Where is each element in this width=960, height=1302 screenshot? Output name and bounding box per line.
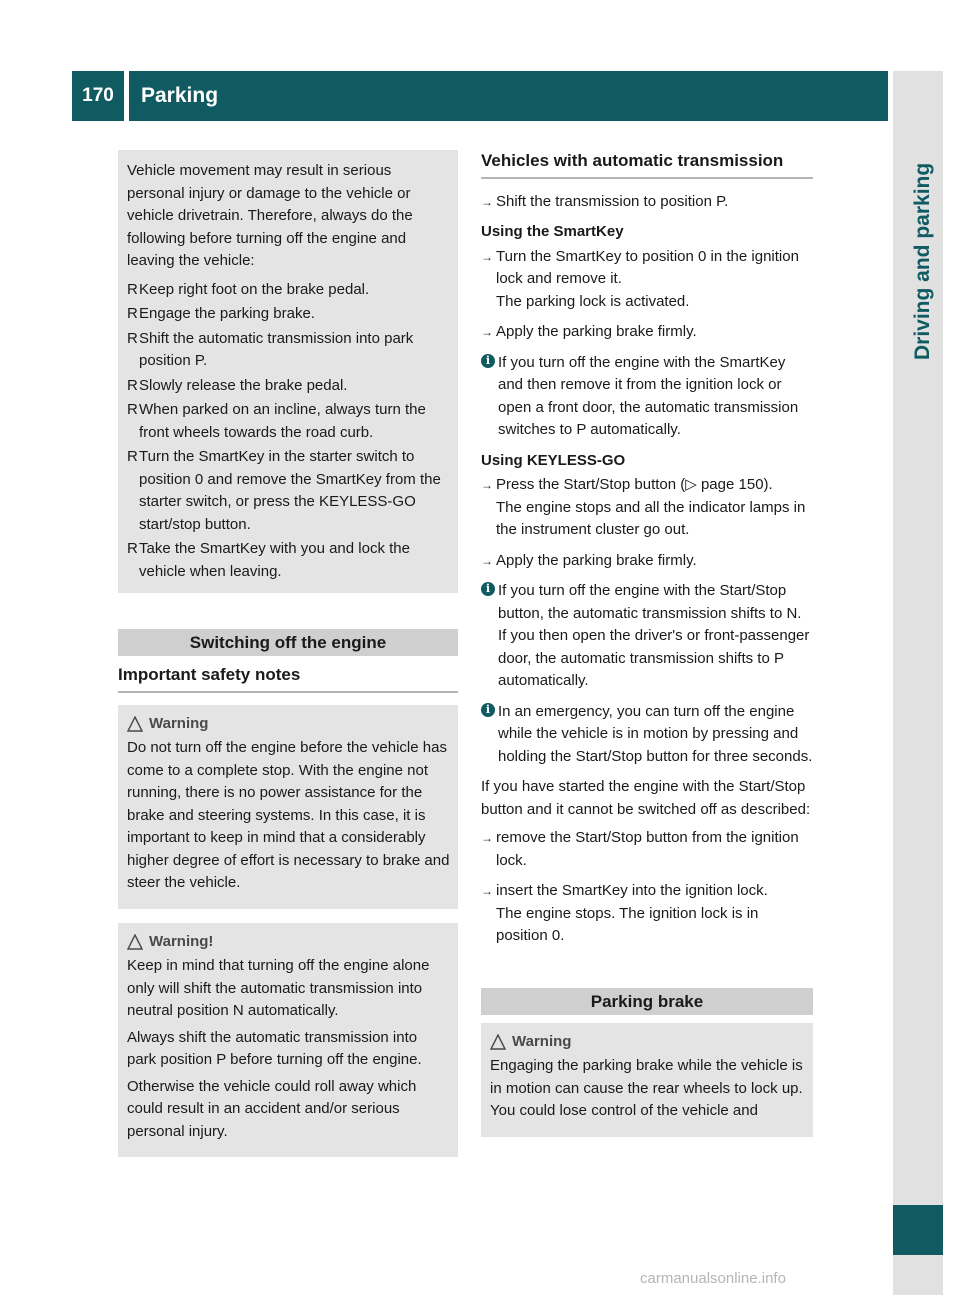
subheading: Using the SmartKey [481,223,624,240]
page-title: Parking [129,71,888,121]
page-number: 170 [72,71,124,121]
warning-text: Engaging the parking brake while the vehicle is in motion can cause the rear wheels to lock up. You could lose control of the vehicle and [490,1057,803,1119]
left-column [118,150,458,1157]
warning-triangle-icon [127,934,143,950]
list-item: → Apply the parking brake firmly. [481,321,813,344]
arrow-right-icon: → [481,194,493,209]
warning-box [481,1023,813,1137]
watermark: carmanualsonline.info [640,1270,786,1287]
info-note: i If you turn off the engine with the SmartKey and then remove it from the ignition lock or open a front door, the automatic transmission switches to P automatically. [481,352,813,442]
info-icon: i [481,354,495,368]
arrow-right-icon: → [481,553,493,568]
warning-triangle-icon [490,1034,506,1050]
arrow-right-icon: → [481,831,493,845]
list-item: R Take the SmartKey with you and lock the vehicle when leaving. [127,540,410,580]
intro-notice-box [118,150,458,593]
list-item: R Keep right foot on the brake pedal. [127,280,370,298]
arrow-right-icon: → [481,884,493,898]
list-item: → Press the Start/Stop button (▷ page 150). The engine stops and all the indicator lamps in the instrument cluster go out. [481,476,806,538]
warning-box [118,705,458,909]
arrow-right-icon: → [481,478,493,492]
list-item: → insert the SmartKey into the ignition lock. The engine stops. The ignition lock is in position 0. [481,882,768,944]
list-item: → remove the Start/Stop button from the ignition lock. [481,829,799,869]
warning-title: Warning [127,713,450,736]
arrow-right-icon: → [481,249,493,264]
right-column [481,150,813,1137]
info-icon: i [481,703,495,717]
list-item: → Apply the parking brake firmly. [481,550,813,573]
warning-text: Keep in mind that turning off the engine alone only will shift the automatic transmission into neutral position N automatically. [127,957,430,1019]
warning-text: Otherwise the vehicle could roll away which could result in an accident and/or serious personal injury. [127,1077,417,1140]
warning-box [118,923,458,1158]
list-item: R Engage the parking brake. [127,305,315,322]
info-icon: i [481,582,495,596]
list-item: R When parked on an incline, always turn the front wheels towards the road curb. [127,401,426,441]
info-note: i If you turn off the engine with the Start/Stop button, the automatic transmission shifts to N. If you then open the driver's or front-passenger door, the automatic transmission shifts to P automatically. [481,580,813,693]
intro-text: Vehicle movement may result in serious personal injury or damage to the vehicle or vehicle drivetrain. Therefore, always do the following before turning off the engine and leaving the vehicle: [127,162,413,269]
section-title: Parking brake [481,988,813,1015]
list-item: → Shift the transmission to position P. [481,191,813,214]
list-item: R Turn the SmartKey in the starter switch to position 0 and remove the SmartKey from the starter switch, or press the KEYLESS-GO start/stop button. [127,448,441,533]
info-note: i In an emergency, you can turn off the engine while the vehicle is in motion by pressing and holding the Start/Stop button for three seconds. [481,701,813,769]
paragraph: If you have started the engine with the Start/Stop button and it cannot be switched off as described: [481,778,811,818]
warning-text: Do not turn off the engine before the vehicle has come to a complete stop. With the engine not running, there is no power assistance for the brake and steering systems. In this case, it is important to keep in mind that a considerably higher degree of effort is necessary to brake and steer the vehicle. [127,739,450,891]
section-heading: Vehicles with automatic transmission [481,150,813,179]
list-item: R Shift the automatic transmission into park position P. [127,329,414,369]
section-title: Switching off the engine [118,629,458,656]
subsection-title: Important safety notes [118,664,458,693]
warning-title: Warning! [127,931,450,954]
side-tab-marker [893,1205,943,1255]
list-item: → Turn the SmartKey to position 0 in the ignition lock and remove it. The parking lock is activated. [481,247,799,310]
side-tab-label: Driving and parking [911,162,934,360]
arrow-right-icon: → [481,325,493,339]
warning-text: Always shift the automatic transmission into park position P before turning off the engine. [127,1028,422,1068]
list-item: R Slowly release the brake pedal. [127,376,348,394]
warning-triangle-icon [127,716,143,732]
subheading: Using KEYLESS-GO [481,451,626,469]
warning-title: Warning [490,1031,805,1054]
